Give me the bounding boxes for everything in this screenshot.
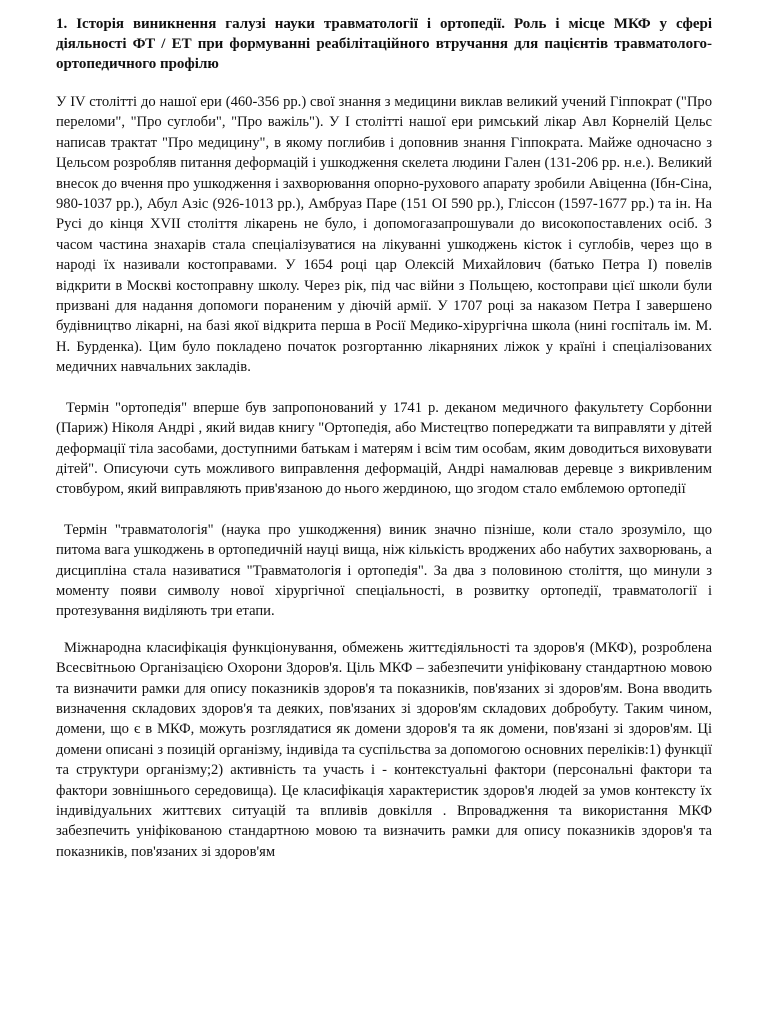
section-heading: 1. Історія виникнення галузі науки травматології і ортопедії. Роль і місце МКФ у сфері діяльності ФТ / ЕТ при формуванні реабілітаційного втручання для пацієнтів травматолого-ортопедичного профілю: [56, 16, 712, 72]
paragraph-traumatology-term: Термін "травматологія" (наука про ушкодження) виник значно пізніше, коли стало зрозуміло, що питома вага ушкоджень в ортопедичній науці вища, ніж кількість вроджених або набутих захворювань, а дисципліна стала називатися "Травматологія і ортопедія". За два з половиною століття, що минули з моменту появи символу нової хірургічної спеціальності, в розвитку ортопедії, травматології і протезування виділяють три етапи.: [56, 521, 712, 620]
paragraph-orthopedics-term: Термін "ортопедія" вперше був запропонований у 1741 р. деканом медичного факультету Сорбонни (Париж) Ніколя Андрі , який видав книгу "Ортопедія, або Мистецтво попереджати та виправляти у дітей деформації тіла засобами, доступними батькам і матерям і всім тим особам, яким доводиться виховувати дітей". Описуючи суть можливого виправлення деформацій, Андрі намалював деревце з викривленим стовбуром, який виправляють прив'язаною до нього жердиною, що згодом стало емблемою ортопедії: [56, 399, 712, 498]
paragraph-icf: Міжнародна класифікація функціонування, обмежень життєдіяльності та здоров'я (МКФ), розроблена Всесвітньою Організацією Охорони Здоров'я. Ціль МКФ – забезпечити уніфіковану стандартною мовою та визначити рамки для опису показників здоров'я та показників, пов'язаних зі здоров'ям. Вона вводить визначення складових здоров'я та деяких, пов'язаних зі здоров'ям складових добробуту. Таким чином, домени, що є в МКФ, можуть розглядатися як домени здоров'я та як домени, пов'язані зі здоров'ям. Ці домени описані з позицій організму, індивіда та суспільства за допомогою основних переліків:1) функції та структури організму;2) активність та участь і - контекстуальні фактори (персональні фактори та фактори зовнішнього середовища). Це класифікація характеристик здоров'я людей за умов контексту їх індивідуальних життєвих ситуацій та впливів довкілля . Впровадження та використання МКФ забезпечить уніфікованою стандартною мовою та визначить рамки для опису показників здоров'я та показників, пов'язаних зі здоров'ям: [56, 639, 712, 860]
paragraph-history: У IV столітті до нашої ери (460-356 рр.) свої знання з медицини виклав великий учений Гіппократ ("Про переломи", "Про суглоби", "Про важіль"). У I столітті нашої ери римський лікар Авл Корнелій Цельс написав трактат "Про медицину", в якому поглибив і доповнив знання Гіппократа. Майже одночасно з Цельсом розробляв питання деформацій і ушкодження скелета людини Гален (131-206 рр. н.е.). Великий внесок до вчення про ушкодження і захворювання опорно-рухового апарату зробили Авіценна (Ібн-Сіна, 980-1037 рр.), Абул Азіс (926-1013 рр.), Амбруаз Паре (151 ОІ 590 рр.), Глісcон (1597-1677 рр.) та ін. На Русі до кінця XVII століття лікарень не було, і допомогазапрошували до високопоставлених осіб. З часом частина знахарів стала спеціалізуватися на лікуванні ушкоджень кісток і суглобів, через що в народі їх називали костоправами. У 1654 році цар Олексій Михайлович (батько Петра I) повелів відкрити в Москві костоправну школу. Через рік, під час війни з Польщею, костоправи цієї школи були призвані для надання допомоги пораненим у діючій армії. У 1707 році за наказом Петра I завершено будівництво лікарні, на базі якої відкрита перша в Росії Медико-хірургічна школа (нині госпіталь ім. М. Н. Бурденка). Цим було покладено початок розгортанню лікарняних ліжок у країні і спеціалізованих медичних навчальних закладів.: [56, 94, 712, 376]
